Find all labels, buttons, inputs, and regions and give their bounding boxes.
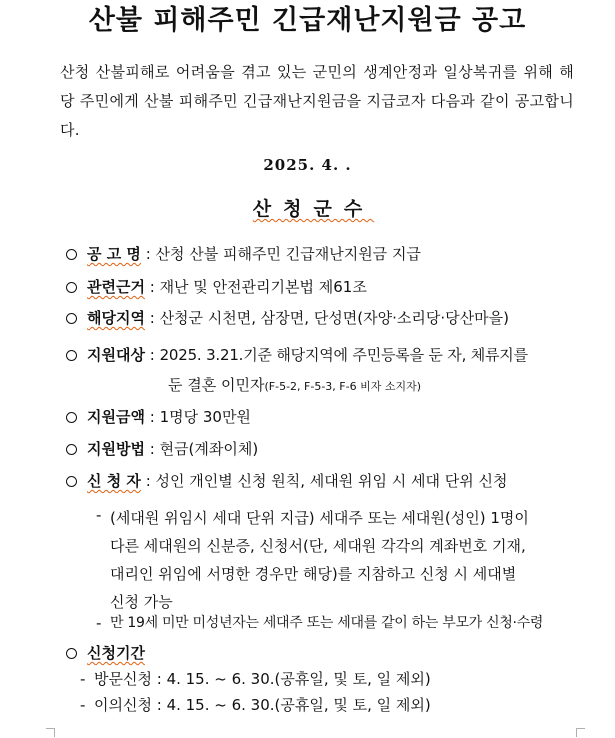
page-title: 산불 피해주민 긴급재난지원금 공고 [88, 5, 527, 36]
detail-line: 대리인 위임에 서명한 경우만 해당)를 지참하고 신청 시 세대별 [110, 565, 517, 583]
item-target-continued [168, 374, 421, 398]
circle-bullet-icon [66, 313, 77, 324]
issuer-text: 산청군수 [252, 198, 375, 220]
item-value: 성인 개인별 신청 원칙, 세대원 위임 시 세대 단위 신청 [155, 472, 508, 490]
circle-bullet-icon [66, 282, 77, 293]
item-value: 산청군 시천면, 삼장면, 단성면(자양·소리당·당산마을) [159, 309, 509, 327]
item-label: 신청기간 [87, 644, 145, 662]
item-label: 관련근거 [87, 278, 145, 296]
circle-bullet-icon [66, 350, 77, 361]
circle-bullet-icon [66, 412, 77, 423]
issuer-name [0, 194, 615, 221]
visa-note: (F-5-2, F-5-3, F-6 비자 소지자) [264, 380, 421, 393]
dash-marker: - [96, 506, 102, 524]
item-label: 지원대상 [87, 346, 145, 364]
period-appeal-label: 이의신청 [94, 696, 152, 714]
item-label: 지원금액 [87, 408, 145, 426]
item-area: 해당지역 : 산청군 시천면, 삼장면, 단성면(자양·소리당·당산마을) [66, 307, 509, 329]
item-target: 지원대상 : 2025. 3.21.기준 해당지역에 주민등록을 둔 자, 체류지를 [66, 344, 528, 366]
item-value: 현금(계좌이체) [159, 440, 259, 458]
crop-mark-right [576, 728, 585, 737]
circle-bullet-icon [66, 249, 77, 260]
item-value: 산청 산불 피해주민 긴급재난지원금 지급 [155, 245, 421, 263]
item-label: 지원방법 [87, 440, 145, 458]
dash-marker: - [80, 696, 86, 714]
dash-marker: - [80, 670, 86, 688]
crop-mark-left [46, 728, 55, 737]
item-legal-basis: 관련근거 : 재난 및 안전관리기본법 제61조 [66, 276, 367, 298]
detail-line: (세대원 위임시 세대 단위 지급) 세대주 또는 세대원(성인) 1명이 [110, 509, 529, 527]
circle-bullet-icon [66, 444, 77, 455]
item-label: 공 고 명 [87, 245, 141, 263]
notice-date: 2025. 4. . [263, 156, 352, 174]
item-notice-name: 공 고 명 : 산청 산불 피해주민 긴급재난지원금 지급 [66, 243, 421, 265]
period-visit-label: 방문신청 [94, 670, 152, 688]
item-value: 2025. 3.21.기준 해당지역에 주민등록을 둔 자, 체류지를 [159, 346, 528, 364]
item-period [66, 642, 145, 664]
applicant-detail-1 [110, 504, 529, 616]
period-visit: 방문신청 : 4. 15. ~ 6. 30.(공휴일, 및 토, 일 제외) [94, 670, 431, 688]
detail-line: 다른 세대원의 신분증, 신청서(단, 세대원 각각의 계좌번호 기재, [110, 537, 526, 555]
item-label: 신 청 자 [87, 472, 141, 490]
intro-paragraph: 산청 산불피해로 어려움을 겪고 있는 군민의 생계안정과 일상복귀를 위해 해당 주민에게 산불 피해주민 긴급재난지원금을 지급코자 다음과 같이 공고합니다. [60, 63, 574, 139]
detail-line: 신청 가능 [110, 593, 173, 611]
item-label: 해당지역 [87, 309, 145, 327]
circle-bullet-icon [66, 648, 77, 659]
item-applicant: 신 청 자 : 성인 개인별 신청 원칙, 세대원 위임 시 세대 단위 신청 [66, 470, 508, 492]
period-visit-value: 4. 15. ~ 6. 30.(공휴일, 및 토, 일 제외) [166, 670, 431, 688]
period-appeal-value: 4. 15. ~ 6. 30.(공휴일, 및 토, 일 제외) [166, 696, 431, 714]
item-value: 1명당 30만원 [159, 408, 251, 426]
applicant-detail-2: 만 19세 미만 미성년자는 세대주 또는 세대를 같이 하는 부모가 신청·수령 [110, 615, 544, 631]
item-method: 지원방법 : 현금(계좌이체) [66, 438, 258, 460]
item-value-continued: 둔 결혼 이민자 [168, 376, 265, 394]
period-appeal: 이의신청 : 4. 15. ~ 6. 30.(공휴일, 및 토, 일 제외) [94, 696, 431, 714]
circle-bullet-icon [66, 476, 77, 487]
item-value: 재난 및 안전관리기본법 제61조 [159, 278, 367, 296]
dash-marker: - [96, 614, 102, 632]
item-amount: 지원금액 : 1명당 30만원 [66, 406, 251, 428]
